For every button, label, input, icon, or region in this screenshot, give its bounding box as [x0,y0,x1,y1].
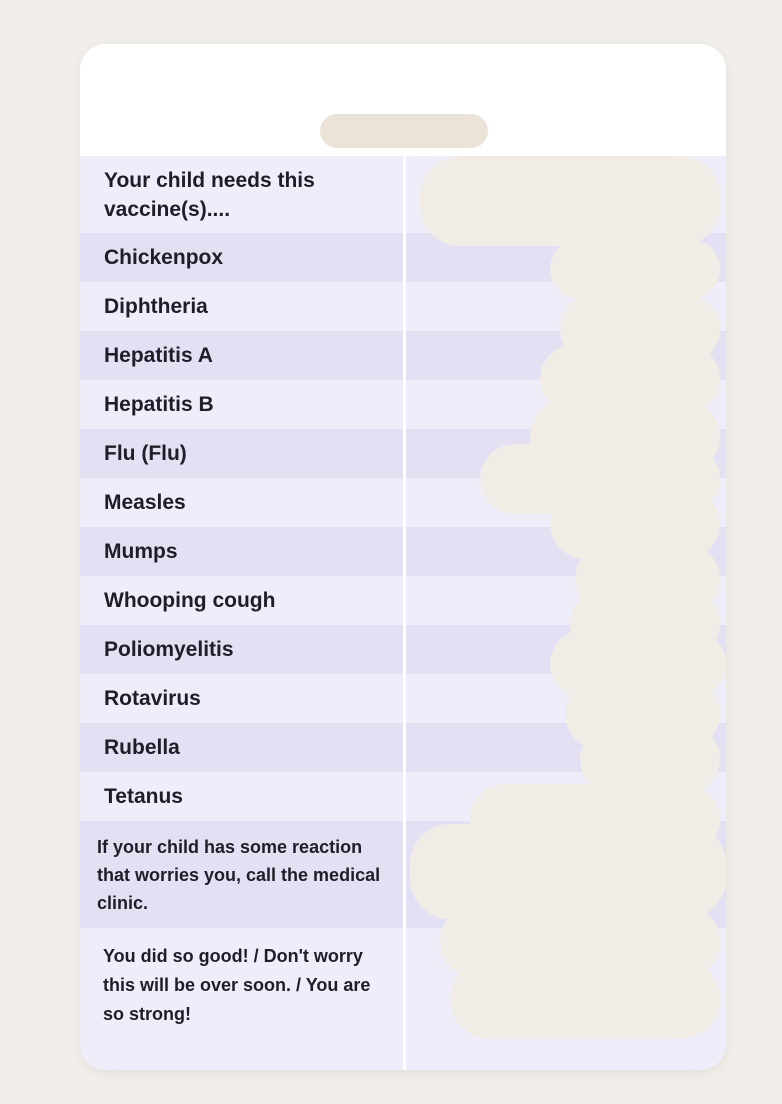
vaccine-label: Flu (Flu) [104,441,187,465]
column-divider [403,156,406,1070]
vaccine-label: Chickenpox [104,245,224,269]
header-text: Your child needs this vaccine(s).... [104,169,315,221]
lanyard-slot [320,114,488,148]
vaccine-label: Rubella [104,735,180,759]
redaction-mark [450,959,720,1039]
vaccine-label: Hepatitis A [104,343,213,367]
reaction-note-text: If your child has some reaction that worries you, call the medical clinic. [97,836,381,913]
vaccine-label: Poliomyelitis [104,637,234,661]
encouragement-text: You did so good! / Don't worry this will be over soon. / You are so strong! [103,946,371,1024]
redaction-mark [420,156,720,246]
vaccine-label: Whooping cough [104,588,276,612]
vaccine-label: Tetanus [104,784,183,808]
redaction-mark [550,239,720,299]
vaccine-label: Hepatitis B [104,392,214,416]
vaccine-label: Mumps [104,539,178,563]
vaccine-label: Diphtheria [104,294,208,318]
vaccine-card [80,44,726,1070]
vaccine-label: Measles [104,490,186,514]
vaccine-label: Rotavirus [104,686,201,710]
